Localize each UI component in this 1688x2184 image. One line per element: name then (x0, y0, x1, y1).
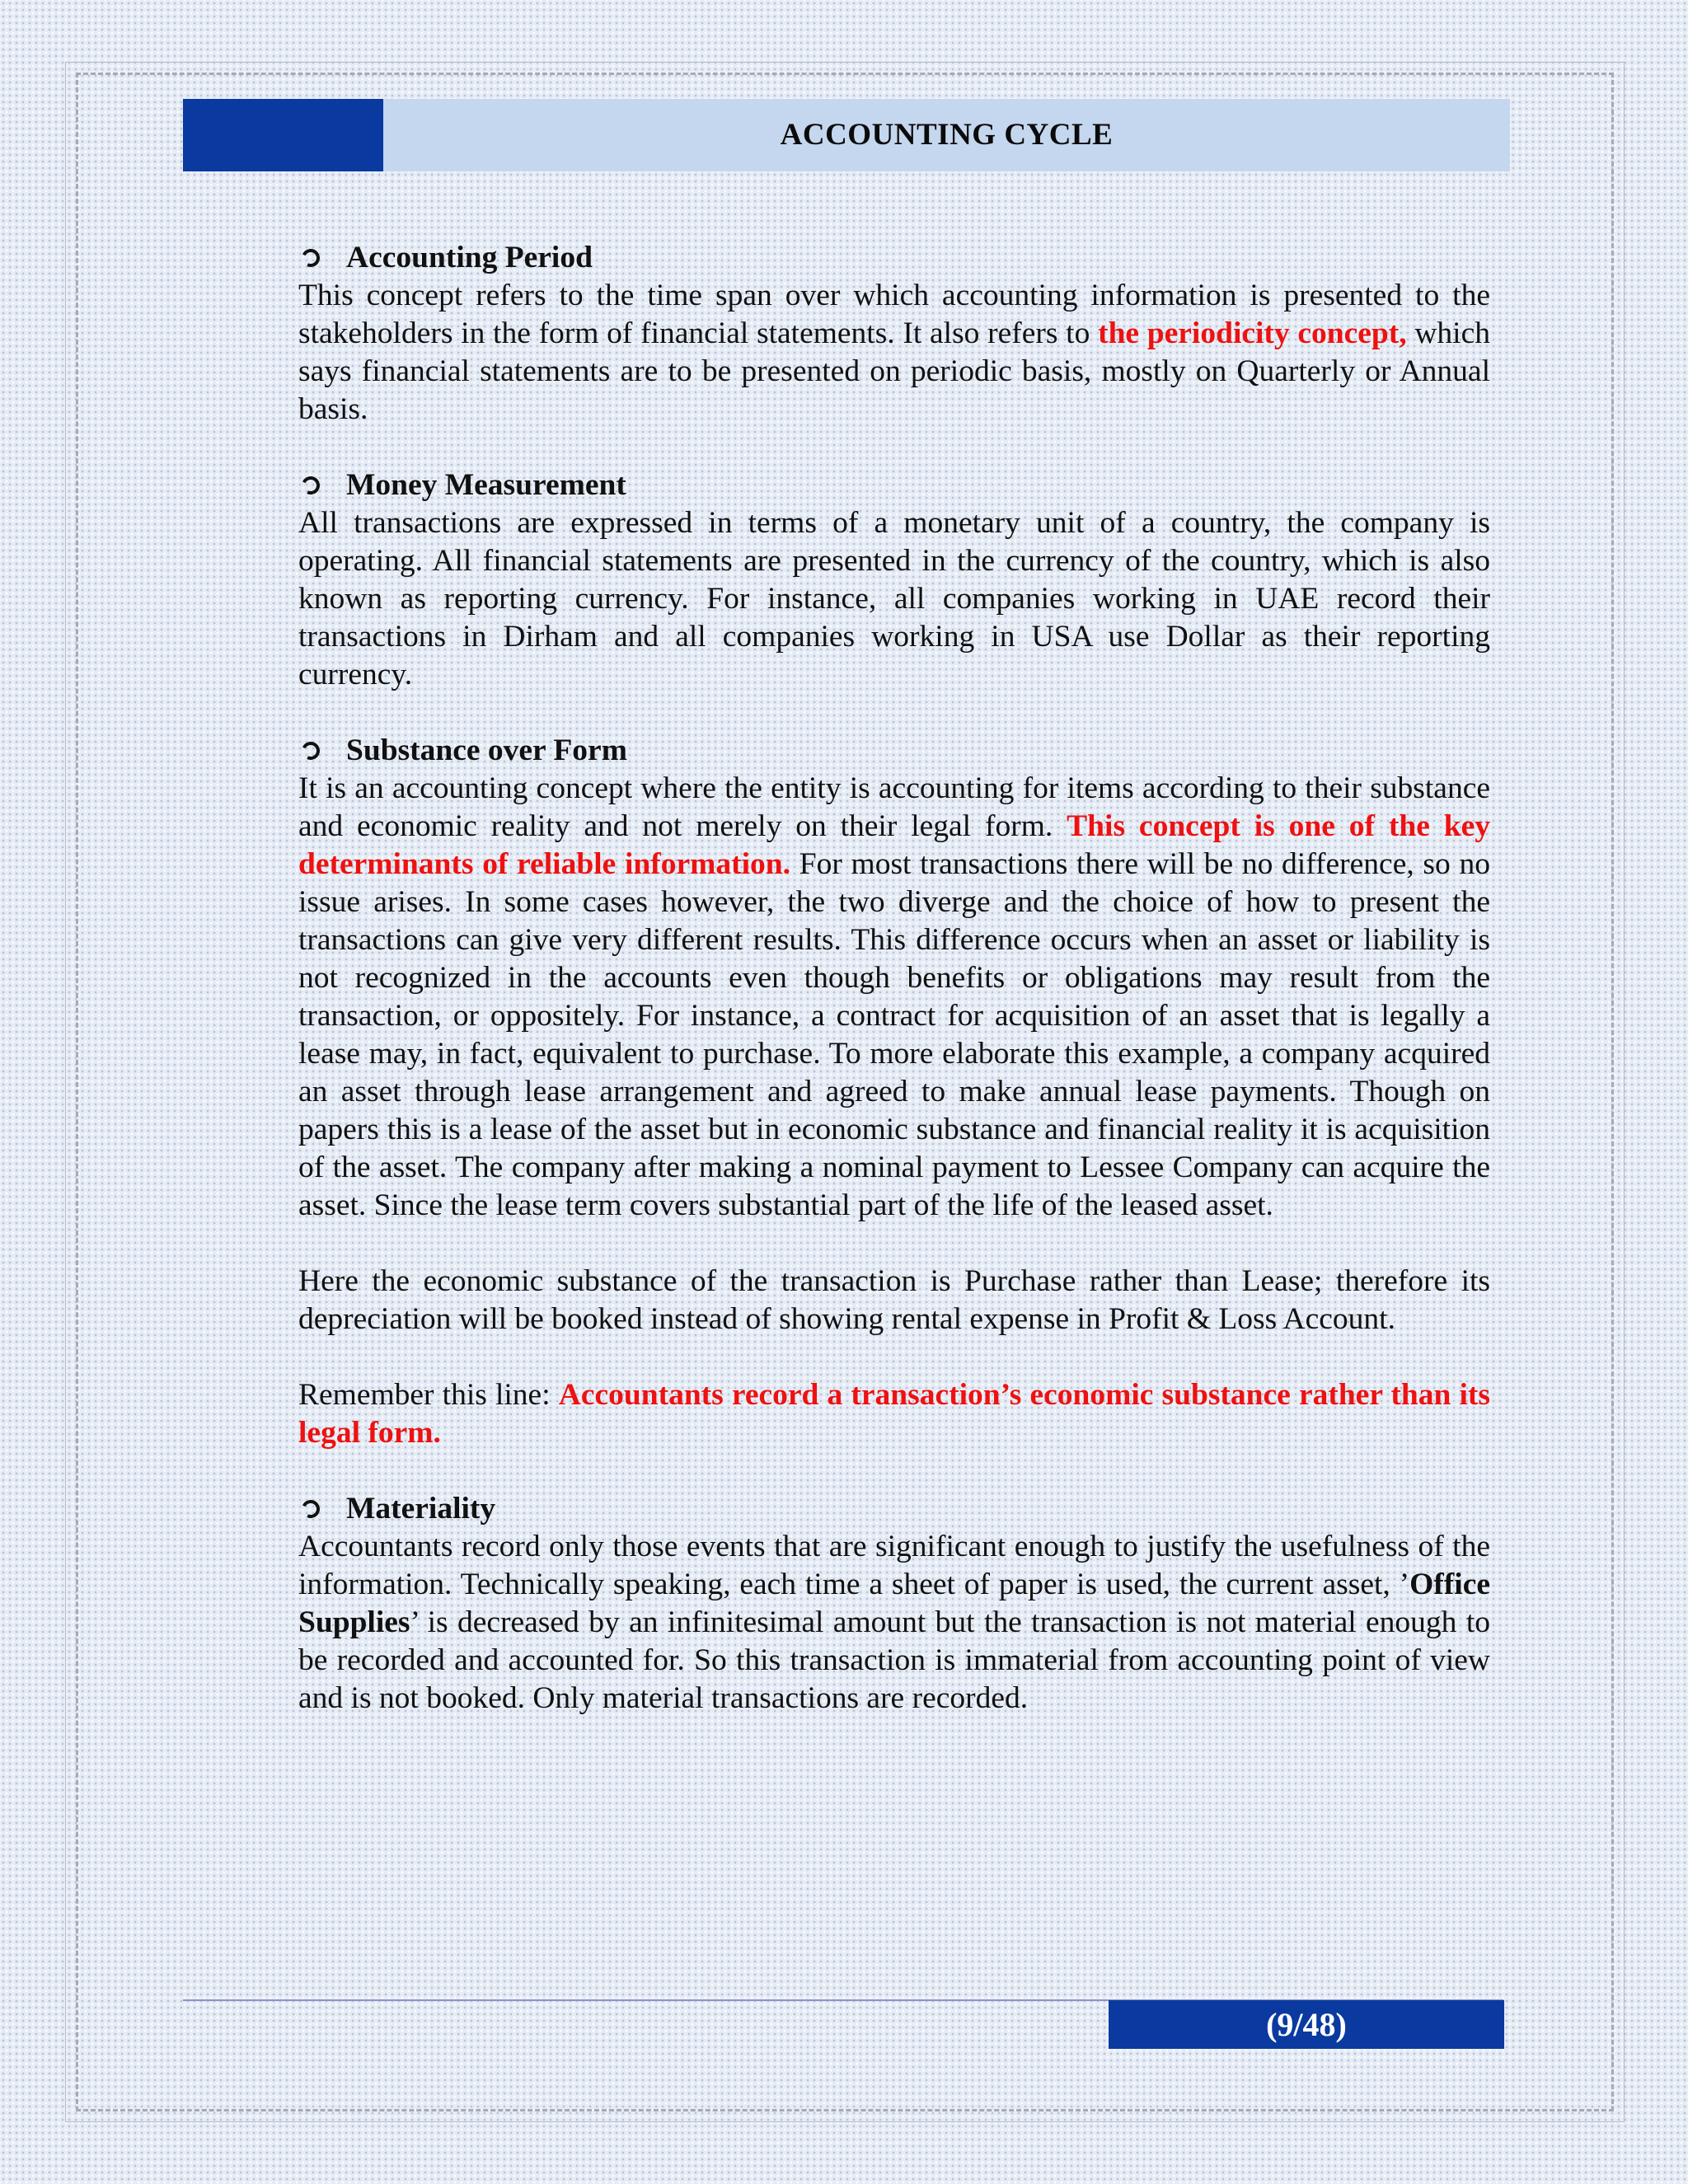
highlight-text: Accountants record a transaction’s economic substance rather than its legal form. (298, 1378, 1490, 1450)
section-heading-accounting-period (298, 239, 1490, 277)
paragraph-money-measurement: All transactions are expressed in terms of a monetary unit of a country, the company is operating. All financial statements are presented in the currency of the country, which is also known as reporting currency. For instance, all companies working in UAE record their transactions in Dirham and all companies working in USA use Dollar as their reporting currency. (298, 506, 1490, 691)
header-accent-block (183, 99, 383, 171)
text-run: This concept refers to the time span over which accounting information is presented to the stakeholders in the form of financial statements. It also refers to (298, 279, 1490, 350)
paragraph-remember-line (298, 1376, 1490, 1452)
paragraph-accounting-period (298, 277, 1490, 429)
highlight-text: This concept is one of the key determinants of reliable information. (298, 809, 1490, 881)
section-heading-text: Money Measurement (346, 468, 626, 502)
highlight-text: the periodicity concept, (1098, 316, 1407, 350)
paragraph-substance-over-form (298, 770, 1490, 1225)
header-bar (183, 99, 1510, 171)
bullet-icon (299, 474, 322, 497)
section-heading-text: Accounting Period (346, 241, 593, 274)
text-run: Remember this line: (298, 1378, 559, 1412)
text-run: ’ is decreased by an infinitesimal amount but the transaction is not material enough to be recorded and accounted for. So this transaction is immaterial from accounting point of view and is not booked. Only material transactions are recorded. (298, 1605, 1490, 1715)
text-run: It is an accounting concept where the entity is accounting for items according to their substance and economic reality and not merely on their legal form. (298, 771, 1490, 843)
paragraph-economic-substance: Here the economic substance of the transaction is Purchase rather than Lease; therefore its depreciation will be booked instead of showing rental expense in Profit & Loss Account. (298, 1264, 1490, 1336)
section-heading-text: Substance over Form (346, 733, 627, 767)
page-number: (9/48) (1109, 2000, 1504, 2049)
bullet-icon (299, 739, 322, 762)
text-run: which says financial statements are to be presented on periodic basis, mostly on Quarterly or Annual basis. (298, 316, 1490, 426)
page-title: ACCOUNTING CYCLE (780, 118, 1114, 152)
section-heading-text: Materiality (346, 1492, 496, 1526)
section-heading-materiality (298, 1490, 1490, 1528)
document-body (298, 239, 1490, 1718)
section-heading-money-measurement (298, 466, 1490, 504)
section-heading-substance-over-form (298, 732, 1490, 770)
bold-text: Office Supplies (298, 1568, 1490, 1639)
bullet-icon (299, 1497, 322, 1521)
text-run: For most transactions there will be no difference, so no issue arises. In some cases however, the two diverge and the choice of how to present the transactions can give very different results. This difference occurs when an asset or liability is not recognized in the accounts even though benefits or obligations may result from the transaction, or oppositely. For instance, a contract for acquisition of an asset that is legally a lease may, in fact, equivalent to purchase. To more elaborate this example, a company acquired an asset through lease arrangement and agreed to make annual lease payments. Though on papers this is a lease of the asset but in economic substance and financial reality it is acquisition of the asset. The company after making a nominal payment to Lessee Company can acquire the asset. Since the lease term covers substantial part of the life of the leased asset. (298, 847, 1490, 1222)
paragraph-materiality (298, 1528, 1490, 1718)
bullet-icon (299, 246, 322, 269)
text-run: Accountants record only those events that are significant enough to justify the usefulness of the information. Technically speaking, each time a sheet of paper is used, the current asset, ’ (298, 1530, 1490, 1601)
